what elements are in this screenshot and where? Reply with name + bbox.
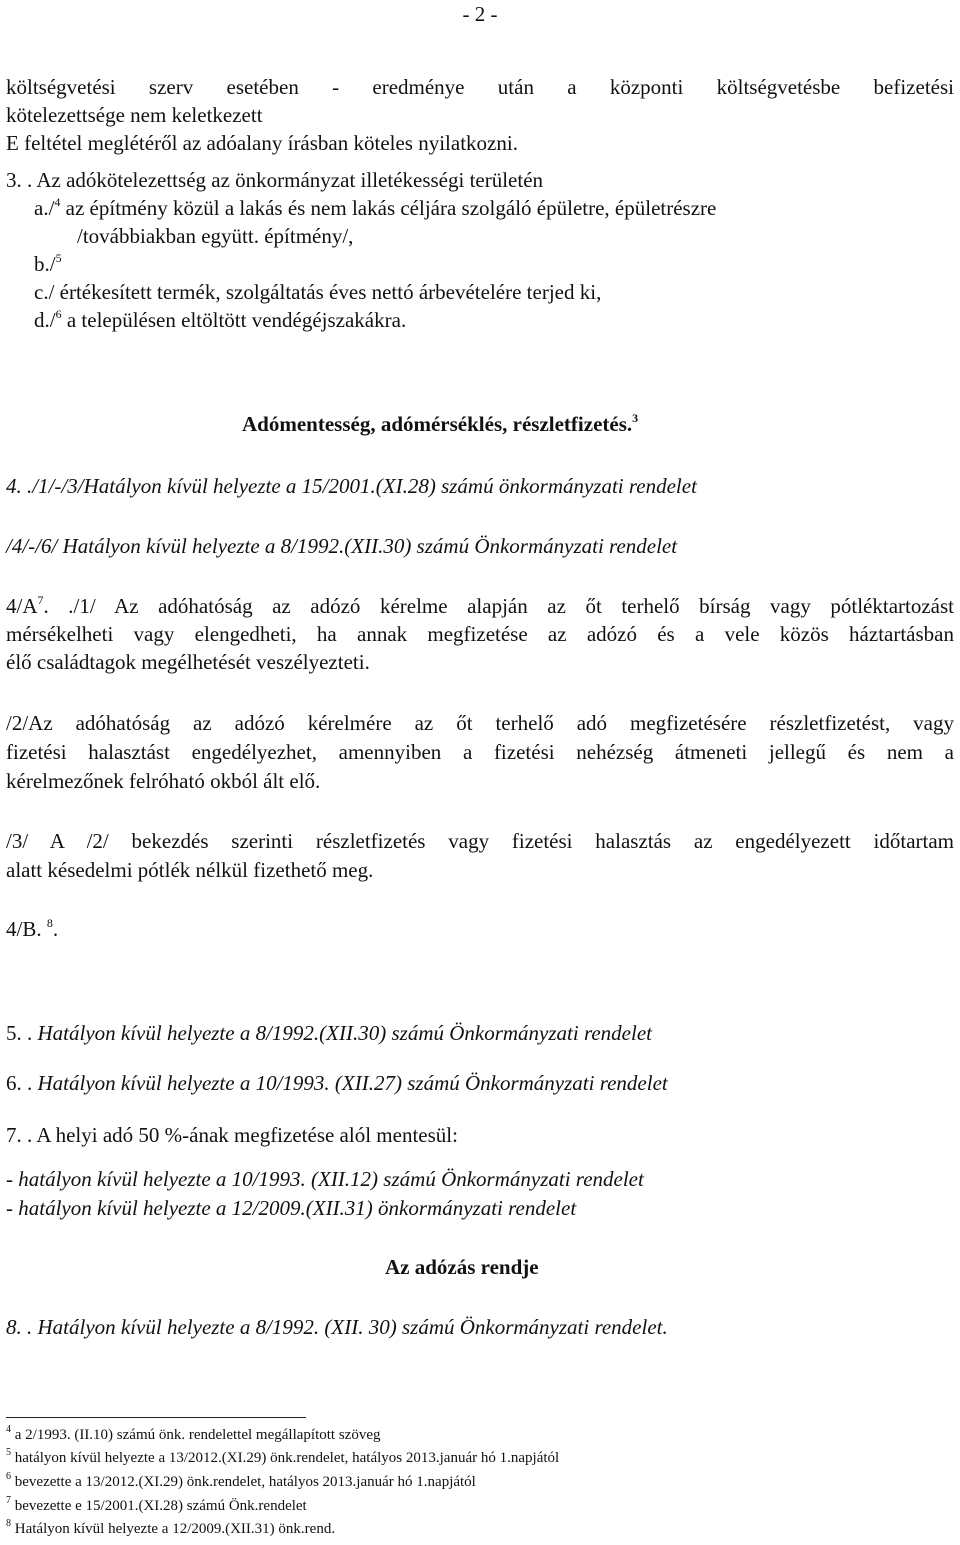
sec4a-para-1-line-1: $4/A^7$. ./1/ Az adóhatóság az adózó kérelme alapján az őt terhelő bírság vagy pótléktartozást (6, 593, 954, 618)
sec4a-para-1-line-2: mérsékelheti vagy elengedheti, ha annak megfizetése az adózó és a vele közös háztartásban (6, 622, 954, 646)
sec4a-para-2-line-1: /2/Az adóhatóság az adózó kérelmére az őt terhelő adó megfizetésére részletfizetést, vagy (6, 711, 954, 735)
intro-line-1: költségvetési szerv esetében - eredménye után a központi költségvetésbe befizetési (6, 75, 954, 99)
footnote-ref-6: 6 (55, 307, 62, 321)
sec6: 6. . Hatályon kívül helyezte a 10/1993. (XII.27) számú Önkormányzati rendelet (6, 1071, 668, 1095)
footnote-ref-7: 7 (37, 593, 44, 607)
heading-tax-order: Az adózás rendje (385, 1255, 539, 1279)
footnote-5: $^5$ hatályon kívül helyezte a 13/2012.(XI.29) önk.rendelet, hatályos 2013.január hó 1.napjától (6, 1447, 560, 1466)
sec3-item-d: d./$^6$ a településen eltöltött vendégéjszakákra. (34, 307, 407, 332)
sec4-para-1: 4. ./1/-/3/Hatályon kívül helyezte a 15/2001.(XI.28) számú önkormányzati rendelet (6, 474, 697, 498)
sec4a-para-1-line-3: élő családtagok megélhetését veszélyezteti. (6, 650, 370, 674)
sec3-item-a: a./$^4$ az építmény közül a lakás és nem lakás céljára szolgáló épületre, épületrészre (34, 195, 717, 220)
sec7-list-item-2: - hatályon kívül helyezte a 12/2009.(XII.31) önkormányzati rendelet (6, 1196, 577, 1220)
heading-exemption: Adómentesség, adómérséklés, részletfizetés.$^3$ (242, 411, 639, 436)
sec4-para-2: /4/-/6/ Hatályon kívül helyezte a 8/1992.(XII.30) számú Önkormányzati rendelet (6, 534, 678, 558)
footnote-6: $^6$ bevezette a 13/2012.(XI.29) önk.rendelet, hatályos 2013.január hó 1.napjától (6, 1471, 476, 1490)
page-number: - 2 - (462, 2, 498, 26)
intro-line-3: E feltétel meglétéről az adóalany írásban köteles nyilatkozni. (6, 131, 518, 155)
footnote-8: $^8$ Hatályon kívül helyezte a 12/2009.(XII.31) önk.rend. (6, 1518, 336, 1537)
sec7-heading: 7. . A helyi adó 50 %-ának megfizetése alól mentesül: (6, 1123, 458, 1147)
footnote-ref-8: 8 (46, 916, 53, 930)
sec4a-para-2-line-2: fizetési halasztást engedélyezhet, amennyiben a fizetési nehézség átmeneti jellegű és nem a (6, 740, 954, 764)
footnote-ref-4: 4 (54, 195, 61, 209)
sec4a-para-2-line-3: kérelmezőnek felróható okból ált elő. (6, 769, 321, 793)
footnote-ref-3: 3 (632, 411, 639, 425)
footnote-7: $^7$ bevezette e 15/2001.(XI.28) számú Önk.rendelet (6, 1495, 307, 1514)
sec8: 8. . Hatályon kívül helyezte a 8/1992. (XII. 30) számú Önkormányzati rendelet. (6, 1315, 668, 1339)
sec3-item-c: c./ értékesített termék, szolgáltatás éves nettó árbevételére terjed ki, (34, 280, 602, 304)
sec3-heading: 3. . Az adókötelezettség az önkormányzat illetékességi területén (6, 168, 544, 192)
sec7-list-item-1: - hatályon kívül helyezte a 10/1993. (XII.12) számú Önkormányzati rendelet (6, 1167, 644, 1191)
sec3-item-b: b./$^5$ (34, 251, 62, 276)
footnote-separator (6, 1417, 306, 1418)
sec4b: 4/B. $^8$. (6, 916, 59, 941)
footnote-ref-5: 5 (55, 251, 62, 265)
footnote-4: $^4$ a 2/1993. (II.10) számú önk. rendelettel megállapított szöveg (6, 1424, 381, 1443)
sec3-item-a-cont: /továbbiakban együtt. építmény/, (77, 224, 354, 248)
sec4a-para-3-line-2: alatt késedelmi pótlék nélkül fizethető meg. (6, 858, 374, 882)
sec4a-para-3-line-1: /3/ A /2/ bekezdés szerinti részletfizetés vagy fizetési halasztás az engedélyezett időtartam (6, 829, 954, 853)
intro-line-2: kötelezettsége nem keletkezett (6, 103, 263, 127)
sec5: 5. . Hatályon kívül helyezte a 8/1992.(XII.30) számú Önkormányzati rendelet (6, 1021, 652, 1045)
